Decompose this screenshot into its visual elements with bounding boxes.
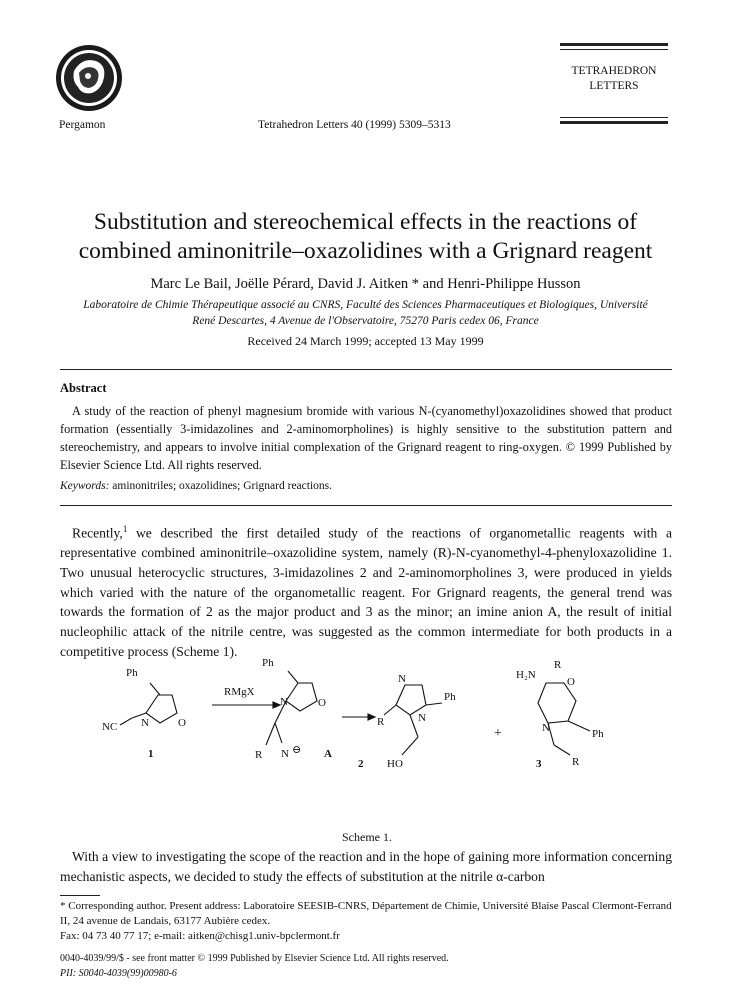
publisher-name: Pergamon <box>59 119 106 131</box>
intermediate-a-structure <box>255 657 332 761</box>
article-title <box>40 208 691 266</box>
para2-text: With a view to investigating the scope of the reaction and in the hope of gaining more information concerning mechanistic aspects, we decided to study the effects of substitution at the nitrile α-carbon <box>60 849 672 884</box>
reagent-label: RMgX <box>224 686 255 698</box>
nc-label: NC <box>102 721 118 733</box>
publisher-logo <box>52 43 126 113</box>
o-label-a: O <box>318 697 326 709</box>
r-label-2: R <box>377 716 385 728</box>
journal-name-line2: LETTERS <box>589 80 639 92</box>
header-rule-top-thin <box>560 49 668 50</box>
n-anion-label: N <box>281 748 289 760</box>
article-title-line1: Substitution and stereochemical effects in the reactions of <box>93 209 638 235</box>
abstract-rule-top <box>60 369 672 370</box>
intermediate-a-label: A <box>324 748 332 760</box>
footnote-corresponding <box>60 899 672 944</box>
compound-3-structure <box>516 659 604 770</box>
para1-start: Recently, <box>72 525 123 541</box>
pii-line: PII: S0040-4039(99)00980-6 <box>60 968 177 979</box>
authors: Marc Le Bail, Joëlle Pérard, David J. Aitken * and Henri-Philippe Husson <box>150 276 581 292</box>
abstract-rule-bottom <box>60 505 672 506</box>
para1-rest: we described the first detailed study of the reactions of organometallic reagents with a representative combined aminonitrile–oxazolidine system, namely (R)-N-cyanomethyl-4-phenyloxazolidine 1. Two unusual heterocyclic structures, 3-imidazolines 2 and 2-aminomorpholines 3, were produced in yields which varied with the nature of the organometallic reagent. For Grignard reagents, the general trend was towards the formation of 2 as the major product and 3 as the minor; an imine anion A, the result of initial nucleophilic attack of the nitrile centre, was suggested as the common intermediate for both products in a competitive process (Scheme 1). <box>60 525 672 659</box>
r-label-3a: R <box>554 659 562 671</box>
copyright-line: 0040-4039/99/$ - see front matter © 1999 Published by Elsevier Science Ltd. All rights reserved. <box>60 953 449 964</box>
compound-1-structure <box>102 667 186 760</box>
fax-email: Fax: 04 73 40 77 17; e-mail: aitken@chisg1.univ-bpclermont.fr <box>60 930 340 942</box>
o-label-3: O <box>567 676 575 688</box>
journal-name-line1: TETRAHEDRON <box>571 65 657 77</box>
keywords-list: aminonitriles; oxazolidines; Grignard reactions. <box>112 480 332 492</box>
body-paragraph-2 <box>60 847 672 886</box>
plus-sign: + <box>494 726 502 741</box>
n-label-3: N <box>542 722 550 734</box>
compound-2-structure <box>358 673 456 770</box>
scheme-label: Scheme 1. <box>342 830 392 844</box>
received-dates: Received 24 March 1999; accepted 13 May 1999 <box>247 334 484 348</box>
r-label-3b: R <box>572 756 580 768</box>
journal-citation: Tetrahedron Letters 40 (1999) 5309–5313 <box>258 119 451 131</box>
r-label-a: R <box>255 749 263 761</box>
body-paragraph-1 <box>60 520 672 661</box>
ph-label-2: Ph <box>444 691 456 703</box>
scheme-1 <box>80 655 680 825</box>
affiliation-line1: Laboratoire de Chimie Thérapeutique associé au CNRS, Faculté des Sciences Pharmaceutiques et Biologiques, Université <box>83 299 648 311</box>
header-rule-bottom <box>560 121 668 124</box>
reaction-arrow-2 <box>342 714 375 720</box>
header-rule-bottom-thin <box>560 117 668 118</box>
compound-1-label: 1 <box>148 748 154 760</box>
copyright-block <box>60 951 449 981</box>
compound-3-label: 3 <box>536 758 542 770</box>
ph-label-a: Ph <box>262 657 274 669</box>
corresponding-author: * Corresponding author. Present address: Laboratoire SEESIB-CNRS, Département de Chimie, Université Blaise Pascal Clermont-Ferrand II, 24 avenue de Landais, 63177 Aubière cedex. <box>60 900 672 927</box>
reference-1[interactable]: 1 <box>122 524 128 534</box>
ho-label: HO <box>387 758 403 770</box>
keywords <box>60 480 332 492</box>
n-label-a: N <box>280 696 288 708</box>
footnote-rule <box>60 895 100 896</box>
h2n-label: H₂N <box>516 669 536 681</box>
n-label: N <box>141 717 149 729</box>
abstract-heading: Abstract <box>60 381 107 395</box>
n-label-2b: N <box>418 712 426 724</box>
minus-sign: ⊖ <box>292 744 302 756</box>
affiliation-line2: René Descartes, 4 Avenue de l'Observatoire, 75270 Paris cedex 06, France <box>192 315 539 327</box>
reaction-arrow-1 <box>212 686 280 708</box>
header-rule-top <box>560 43 668 46</box>
ph-label-3: Ph <box>592 728 604 740</box>
abstract-text: A study of the reaction of phenyl magnesium bromide with various N-(cyanomethyl)oxazolidines showed that product formation (essentially 3-imidazolines and 2-aminomorpholines) is highly sensitive to the substitution pattern and stereochemistry, and appears to involve initial complexation of the Grignard reagent to ring-oxygen. © 1999 Published by Elsevier Science Ltd. All rights reserved. <box>60 404 672 472</box>
article-title-line2: combined aminonitrile–oxazolidines with a Grignard reagent <box>78 238 653 264</box>
affiliation <box>58 297 673 329</box>
compound-2-label: 2 <box>358 758 364 770</box>
keywords-label: Keywords: <box>60 480 110 492</box>
o-label: O <box>178 717 186 729</box>
ph-label: Ph <box>126 667 138 679</box>
n-label-2a: N <box>398 673 406 685</box>
